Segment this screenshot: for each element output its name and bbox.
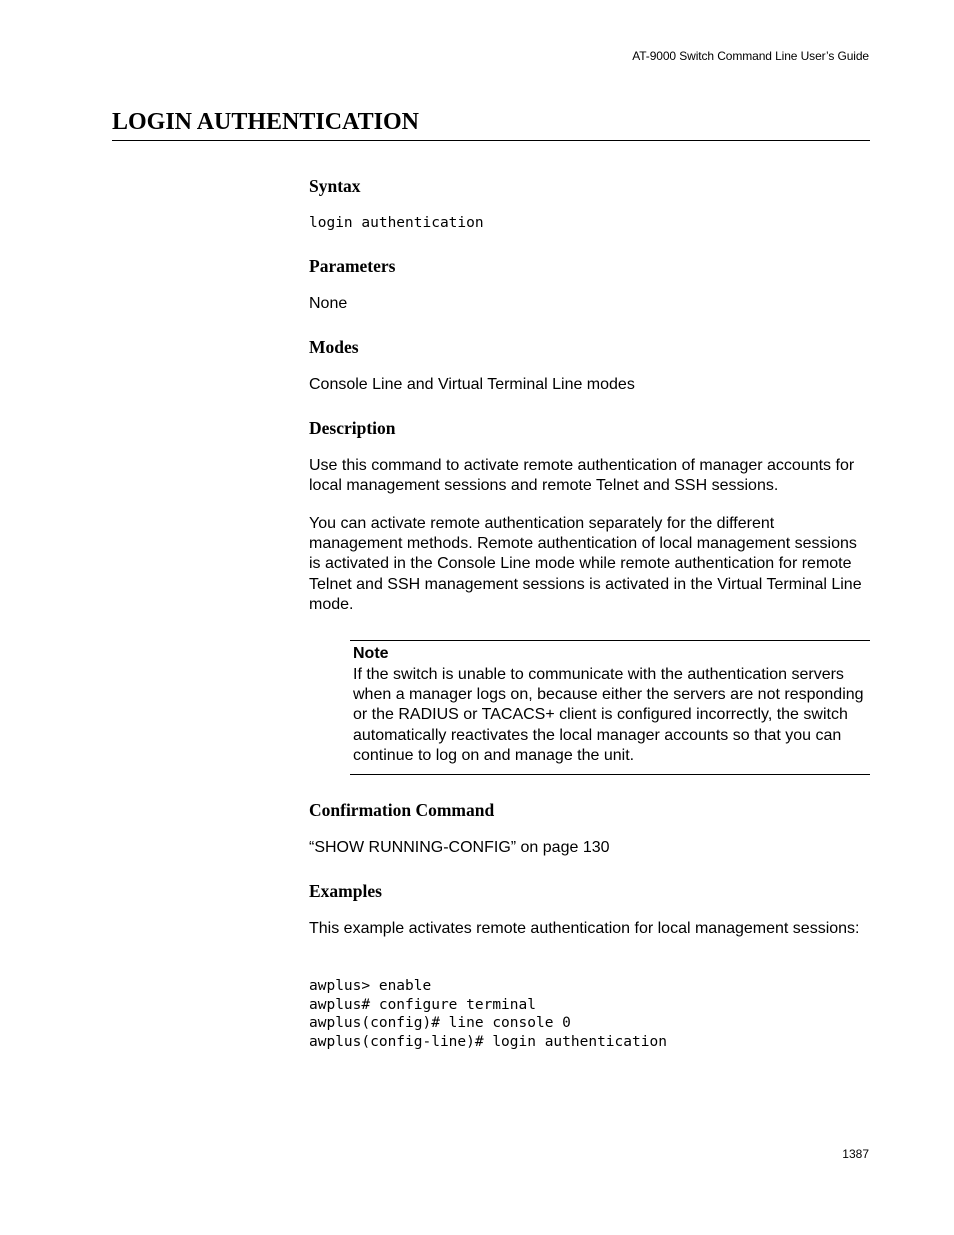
note-label: Note [353,645,389,662]
examples-heading: Examples [309,881,382,901]
page-number: 1387 [842,1147,869,1161]
modes-text: Console Line and Virtual Terminal Line modes [309,376,635,393]
example-code-line: awplus(config-line)# login authentication [309,1034,667,1051]
note-box [350,640,870,775]
syntax-code: login authentication [309,215,484,231]
description-paragraph-2: You can activate remote authentication separately for the different management methods. Remote authentication of local management sessions is activated in the Console Line mode while remote authentication for remote Telnet and SSH management sessions is activated in the Virtual Terminal Line mode. [309,515,862,613]
note-text: If the switch is unable to communicate with the authentication servers when a manager logs on, because either the servers are not responding or the RADIUS or TACACS+ client is configured incorrectly, the switch automatically reactivates the local manager accounts so that you can continue to log on and manage the unit. [353,666,864,764]
confirmation-link[interactable]: “SHOW RUNNING-CONFIG” on page 130 [309,839,610,856]
parameters-text: None [309,295,348,312]
description-heading: Description [309,418,396,438]
syntax-heading: Syntax [309,176,361,196]
running-header: AT-9000 Switch Command Line User’s Guide [632,49,869,63]
examples-intro: This example activates remote authentication for local management sessions: [309,920,860,937]
example-code-line: awplus> enable [309,978,432,994]
parameters-heading: Parameters [309,256,396,276]
page-title: LOGIN AUTHENTICATION [112,107,870,141]
example-code-line: awplus(config)# line console 0 [309,1015,571,1032]
modes-heading: Modes [309,337,359,357]
confirmation-heading: Confirmation Command [309,800,495,820]
description-paragraph-1: Use this command to activate remote authentication of manager accounts for local management sessions and remote Telnet and SSH sessions. [309,457,855,495]
example-code-line: awplus# configure terminal [309,996,536,1013]
